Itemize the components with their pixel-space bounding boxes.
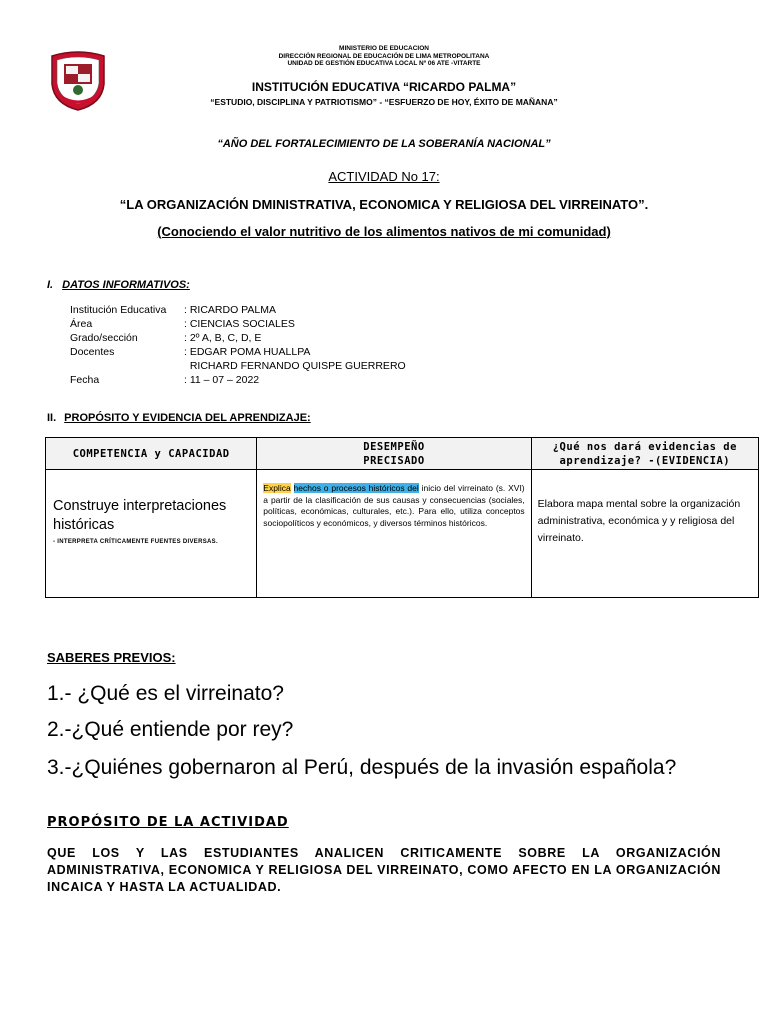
- competency-table: [45, 437, 759, 598]
- saberes-heading: SABERES PREVIOS:: [47, 650, 176, 665]
- activity-number: ACTIVIDAD No 17:: [328, 169, 440, 184]
- institution-title: INSTITUCIÓN EDUCATIVA “RICARDO PALMA”: [251, 80, 517, 94]
- capacidad-text: - INTERPRETA CRÍTICAMENTE FUENTES DIVERSAS.: [53, 539, 218, 545]
- evidencia-cell: Elabora mapa mental sobre la organización administrativa, económica y y religiosa del virreinato.: [531, 470, 758, 598]
- datos-value: : 2º A, B, C, D, E: [184, 332, 262, 344]
- header-direccion: DIRECCIÓN REGIONAL DE EDUCACIÓN DE LIMA METROPOLITANA: [278, 52, 490, 60]
- header-unidad: UNIDAD DE GESTIÓN EDUCATIVA LOCAL Nº 06 ATE -VITARTE: [287, 60, 481, 68]
- desempeno-text: inicio del virreinato (s. XVI) a partir de la clasificación de sus causas y consecuencias (sociales, políticas, económicas, culturales, etc.). Para ello, utiliza conceptos sociopolíticos y económicos, y diversos términos históricos.: [263, 483, 525, 528]
- year-title: “AÑO DEL FORTALECIMIENTO DE LA SOBERANÍA NACIONAL”: [217, 138, 551, 150]
- competencia-cell: [46, 470, 257, 598]
- competencia-text: Construye interpretaciones históricas: [53, 498, 227, 533]
- desempeno-highlight-phrase: hechos o procesos históricos del: [293, 483, 419, 493]
- datos-value: : 11 – 07 – 2022: [184, 374, 260, 386]
- proposito-section-title: PROPÓSITO Y EVIDENCIA DEL APRENDIZAJE:: [64, 412, 311, 424]
- proposito-section-heading: [47, 412, 311, 424]
- header-competencia: COMPETENCIA y CAPACIDAD: [46, 438, 257, 470]
- datos-value: : EDGAR POMA HUALLPA: [184, 346, 311, 358]
- proposito-heading: PROPÓSITO DE LA ACTIVIDAD: [47, 815, 289, 830]
- proposito-body: QUE LOS Y LAS ESTUDIANTES ANALICEN CRITICAMENTE SOBRE LA ORGANIZACIÓN ADMINISTRATIVA, ECONOMICA Y RELIGIOSA DEL VIRREINATO, COMO AFECTO EN LA ORGANIZACIÓN INCAICA Y HASTA LA ACTUALIDAD.: [47, 846, 721, 894]
- desempeno-highlight-verb: Explica: [263, 483, 291, 493]
- question-3: 3.-¿Quiénes gobernaron al Perú, después de la invasión española?: [47, 756, 677, 779]
- datos-label: Grado/sección: [70, 332, 138, 344]
- datos-label: Institución Educativa: [70, 304, 167, 316]
- datos-heading: [47, 279, 190, 291]
- datos-list: [70, 303, 406, 387]
- datos-row: [70, 303, 406, 317]
- table-header-row: [46, 438, 759, 470]
- datos-row: [70, 345, 406, 359]
- datos-numeral: I.: [47, 279, 54, 291]
- datos-value: : CIENCIAS SOCIALES: [184, 318, 295, 330]
- datos-label: Fecha: [70, 374, 100, 386]
- datos-row: [70, 317, 406, 331]
- datos-row: [70, 331, 406, 345]
- datos-title: DATOS INFORMATIVOS:: [62, 279, 190, 291]
- header-desempeno: DESEMPEÑO PRECISADO: [257, 438, 531, 470]
- datos-row: [70, 373, 406, 387]
- datos-value: : RICARDO PALMA: [184, 304, 276, 316]
- table-row: [46, 470, 759, 598]
- desempeno-cell: [257, 470, 531, 598]
- activity-title: “LA ORGANIZACIÓN DMINISTRATIVA, ECONOMICA Y RELIGIOSA DEL VIRREINATO”.: [119, 197, 649, 212]
- header-evidencia: ¿Qué nos dará evidencias de aprendizaje? -(EVIDENCIA): [531, 438, 758, 470]
- institution-motto: “ESTUDIO, DISCIPLINA Y PATRIOTISMO” - “ESFUERZO DE HOY, ÉXITO DE MAÑANA”: [210, 97, 558, 107]
- activity-subtitle: (Conociendo el valor nutritivo de los alimentos nativos de mi comunidad): [157, 224, 611, 239]
- question-2: 2.-¿Qué entiende por rey?: [47, 718, 294, 741]
- datos-row: [70, 359, 406, 373]
- datos-label: Área: [70, 318, 93, 330]
- header-ministerio: MINISTERIO DE EDUCACION: [339, 45, 429, 52]
- question-1: 1.- ¿Qué es el virreinato?: [47, 682, 284, 705]
- datos-value: RICHARD FERNANDO QUISPE GUERRERO: [184, 360, 406, 372]
- datos-label: Docentes: [70, 346, 115, 358]
- datos-label: [70, 359, 184, 373]
- proposito-section-numeral: II.: [47, 412, 57, 424]
